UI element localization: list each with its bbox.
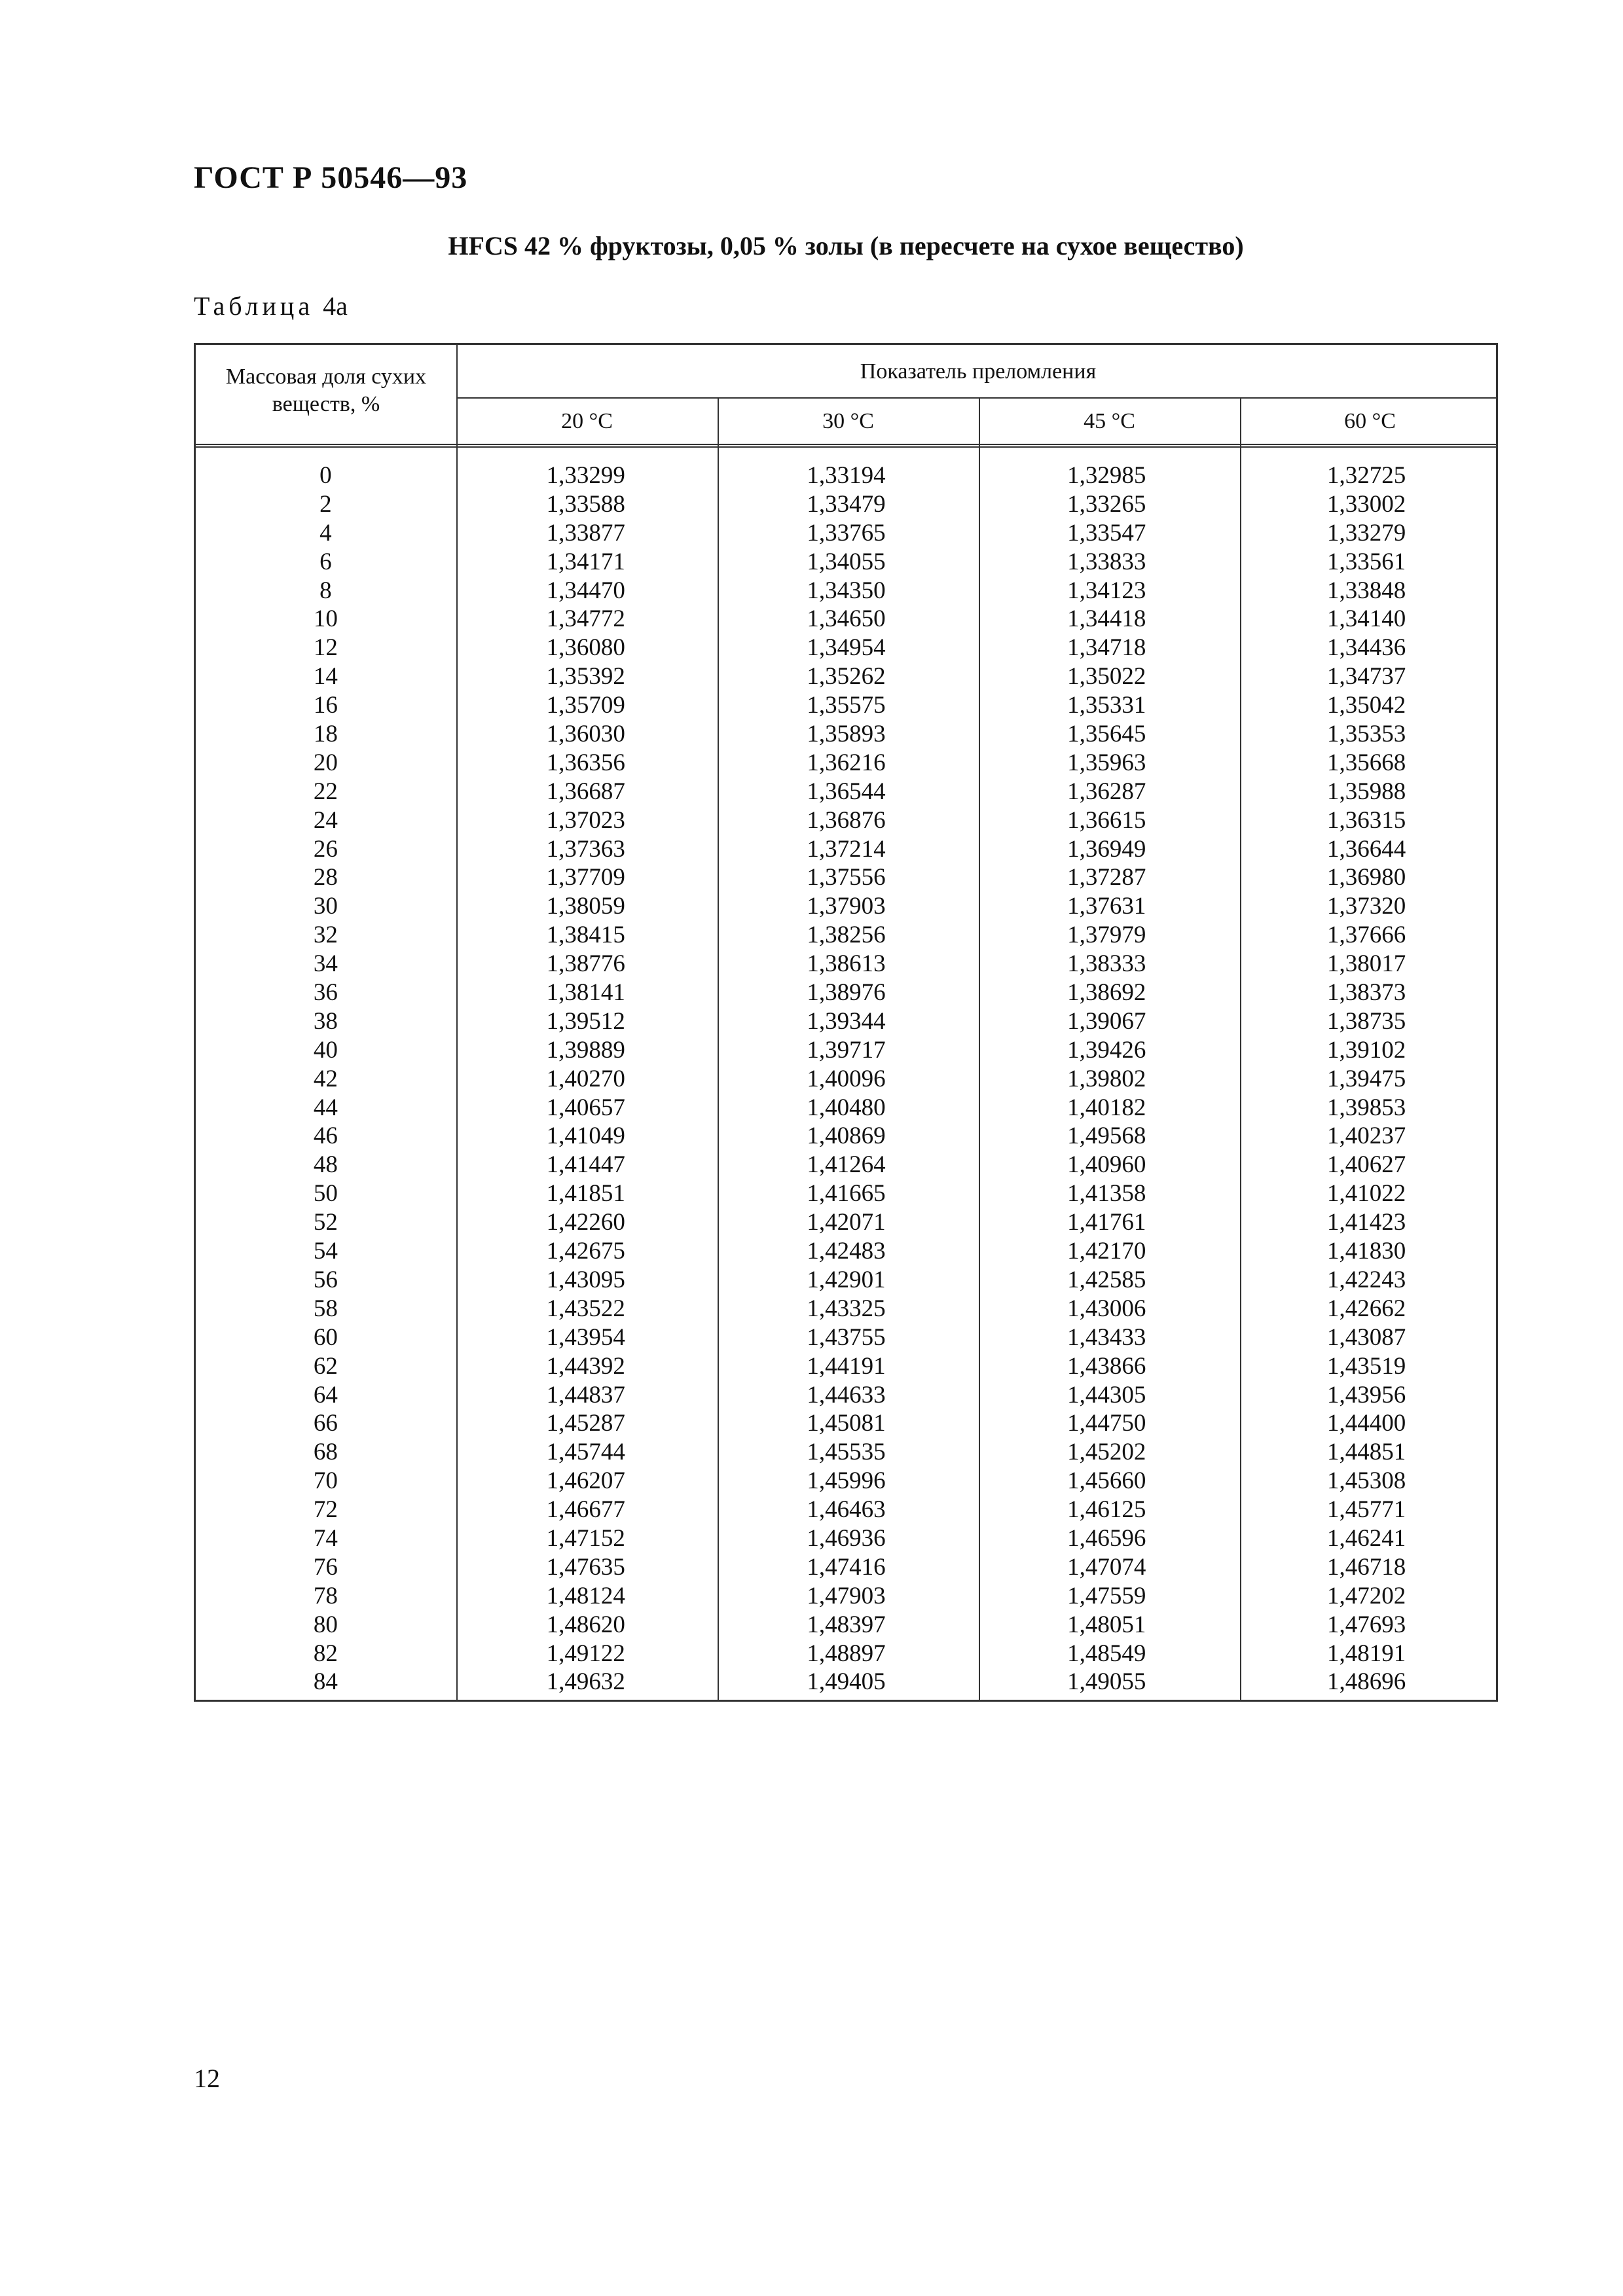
ri-60-cell: 1,46718 xyxy=(1326,1553,1406,1581)
table-row xyxy=(196,806,1496,835)
ri-20-cell: 1,37023 xyxy=(546,806,625,834)
ri-20-cell: 1,45287 xyxy=(546,1410,625,1437)
ri-60-cell: 1,42243 xyxy=(1326,1266,1406,1293)
table-row xyxy=(196,662,1496,691)
mass-fraction-cell: 84 xyxy=(313,1668,338,1696)
ri-30-cell: 1,37556 xyxy=(807,864,886,891)
mass-fraction-cell: 8 xyxy=(319,577,332,604)
ri-45-cell: 1,36615 xyxy=(1067,806,1146,834)
ri-20-cell: 1,49122 xyxy=(546,1640,625,1667)
mass-fraction-cell: 46 xyxy=(313,1122,338,1150)
ri-60-cell: 1,36980 xyxy=(1326,864,1406,891)
table-row xyxy=(196,1467,1496,1496)
ri-45-cell: 1,33547 xyxy=(1067,519,1146,547)
ri-60-cell: 1,39853 xyxy=(1326,1094,1406,1121)
table-row xyxy=(196,1524,1496,1553)
ri-45-cell: 1,34123 xyxy=(1067,577,1146,604)
ri-20-cell: 1,38776 xyxy=(546,950,625,978)
ri-20-cell: 1,35392 xyxy=(546,663,625,691)
mass-fraction-cell: 78 xyxy=(313,1582,338,1609)
ri-45-cell: 1,37979 xyxy=(1067,922,1146,949)
ri-30-cell: 1,43755 xyxy=(807,1323,886,1351)
ri-45-cell: 1,49568 xyxy=(1067,1122,1146,1150)
ri-60-cell: 1,40237 xyxy=(1326,1122,1406,1150)
ri-30-cell: 1,33194 xyxy=(807,462,886,489)
ri-20-cell: 1,38141 xyxy=(546,979,625,1007)
ri-60-cell: 1,35353 xyxy=(1326,721,1406,748)
table-row xyxy=(196,1611,1496,1640)
ri-30-cell: 1,43325 xyxy=(807,1295,886,1322)
table-row xyxy=(196,1640,1496,1668)
ri-20-cell: 1,38415 xyxy=(546,922,625,949)
ri-60-cell: 1,32725 xyxy=(1326,462,1406,489)
ri-60-cell: 1,41830 xyxy=(1326,1238,1406,1265)
ri-60-cell: 1,42662 xyxy=(1326,1295,1406,1322)
ri-20-cell: 1,42675 xyxy=(546,1238,625,1265)
ri-20-cell: 1,37363 xyxy=(546,835,625,863)
ri-45-cell: 1,39802 xyxy=(1067,1065,1146,1092)
ri-45-cell: 1,36287 xyxy=(1067,778,1146,805)
ri-45-cell: 1,34718 xyxy=(1067,634,1146,662)
ri-20-cell: 1,40657 xyxy=(546,1094,625,1121)
mass-fraction-cell: 2 xyxy=(319,490,332,518)
table-row xyxy=(196,1295,1496,1323)
table-row xyxy=(196,1409,1496,1438)
table-row xyxy=(196,892,1496,921)
ri-20-cell: 1,47635 xyxy=(546,1553,625,1581)
ri-30-cell: 1,34055 xyxy=(807,548,886,575)
ri-30-cell: 1,38256 xyxy=(807,922,886,949)
table-row xyxy=(196,634,1496,662)
ri-60-cell: 1,40627 xyxy=(1326,1151,1406,1179)
ri-45-cell: 1,46125 xyxy=(1067,1496,1146,1524)
header-mass-fraction: Массовая доля сухих веществ, % xyxy=(225,365,427,416)
mass-fraction-cell: 26 xyxy=(313,835,338,863)
mass-fraction-cell: 56 xyxy=(313,1266,338,1293)
refractive-index-table xyxy=(194,343,1498,1702)
ri-20-cell: 1,42260 xyxy=(546,1209,625,1236)
ri-45-cell: 1,43006 xyxy=(1067,1295,1146,1322)
ri-45-cell: 1,41761 xyxy=(1067,1209,1146,1236)
ri-60-cell: 1,45308 xyxy=(1326,1467,1406,1495)
mass-fraction-cell: 62 xyxy=(313,1352,338,1380)
table-row xyxy=(196,1438,1496,1467)
header-double-rule xyxy=(196,444,1496,448)
table-row xyxy=(196,691,1496,720)
ri-20-cell: 1,40270 xyxy=(546,1065,625,1092)
mass-fraction-cell: 4 xyxy=(319,519,332,547)
ri-20-cell: 1,36687 xyxy=(546,778,625,805)
ri-30-cell: 1,37903 xyxy=(807,893,886,920)
ri-60-cell: 1,48696 xyxy=(1326,1668,1406,1696)
ri-60-cell: 1,44400 xyxy=(1326,1410,1406,1437)
ri-20-cell: 1,34470 xyxy=(546,577,625,604)
ri-60-cell: 1,34737 xyxy=(1326,663,1406,691)
table-title: HFCS 42 % фруктозы, 0,05 % золы (в пересчете на сухое вещество) xyxy=(448,231,1244,260)
mass-fraction-cell: 18 xyxy=(313,721,338,748)
ri-20-cell: 1,41851 xyxy=(546,1180,625,1208)
ri-20-cell: 1,44837 xyxy=(546,1381,625,1408)
table-row xyxy=(196,978,1496,1007)
ri-45-cell: 1,36949 xyxy=(1067,835,1146,863)
ri-30-cell: 1,48397 xyxy=(807,1611,886,1638)
ri-30-cell: 1,42901 xyxy=(807,1266,886,1293)
ri-30-cell: 1,34350 xyxy=(807,577,886,604)
ri-30-cell: 1,40869 xyxy=(807,1122,886,1150)
ri-45-cell: 1,40960 xyxy=(1067,1151,1146,1179)
ri-45-cell: 1,41358 xyxy=(1067,1180,1146,1208)
ri-45-cell: 1,38333 xyxy=(1067,950,1146,978)
ri-30-cell: 1,36876 xyxy=(807,806,886,834)
table-row xyxy=(196,1208,1496,1237)
ri-20-cell: 1,37709 xyxy=(546,864,625,891)
table-row xyxy=(196,1381,1496,1410)
ri-30-cell: 1,48897 xyxy=(807,1640,886,1667)
ri-60-cell: 1,46241 xyxy=(1326,1524,1406,1552)
document-code: ГОСТ Р 50546—93 xyxy=(194,160,468,195)
ri-20-cell: 1,46207 xyxy=(546,1467,625,1495)
ri-60-cell: 1,35988 xyxy=(1326,778,1406,805)
mass-fraction-cell: 50 xyxy=(313,1180,338,1208)
ri-60-cell: 1,41423 xyxy=(1326,1209,1406,1236)
ri-20-cell: 1,46677 xyxy=(546,1496,625,1524)
mass-fraction-cell: 6 xyxy=(319,548,332,575)
ri-60-cell: 1,35668 xyxy=(1326,749,1406,776)
ri-60-cell: 1,39475 xyxy=(1326,1065,1406,1092)
ri-45-cell: 1,33265 xyxy=(1067,490,1146,518)
ri-30-cell: 1,40096 xyxy=(807,1065,886,1092)
ri-60-cell: 1,41022 xyxy=(1326,1180,1406,1208)
ri-20-cell: 1,35709 xyxy=(546,692,625,719)
mass-fraction-cell: 0 xyxy=(319,462,332,489)
ri-60-cell: 1,33848 xyxy=(1326,577,1406,604)
ri-20-cell: 1,33588 xyxy=(546,490,625,518)
ri-45-cell: 1,38692 xyxy=(1067,979,1146,1007)
ri-30-cell: 1,42483 xyxy=(807,1238,886,1265)
table-row xyxy=(196,548,1496,577)
mass-fraction-cell: 12 xyxy=(313,634,338,662)
mass-fraction-cell: 34 xyxy=(313,950,338,978)
ri-30-cell: 1,34650 xyxy=(807,605,886,633)
ri-30-cell: 1,36544 xyxy=(807,778,886,805)
ri-30-cell: 1,49405 xyxy=(807,1668,886,1696)
table-row xyxy=(196,605,1496,634)
table-label xyxy=(194,291,348,321)
ri-30-cell: 1,35575 xyxy=(807,692,886,719)
ri-45-cell: 1,35022 xyxy=(1067,663,1146,691)
mass-fraction-cell: 52 xyxy=(313,1209,338,1236)
table-row xyxy=(196,1496,1496,1524)
table-row xyxy=(196,490,1496,519)
ri-30-cell: 1,41665 xyxy=(807,1180,886,1208)
mass-fraction-cell: 66 xyxy=(313,1410,338,1437)
mass-fraction-cell: 16 xyxy=(313,692,338,719)
page-number: 12 xyxy=(194,2064,220,2093)
ri-30-cell: 1,38976 xyxy=(807,979,886,1007)
table-body xyxy=(196,461,1496,1696)
mass-fraction-cell: 76 xyxy=(313,1553,338,1581)
table-row xyxy=(196,1122,1496,1151)
table-row xyxy=(196,1323,1496,1352)
ri-60-cell: 1,33279 xyxy=(1326,519,1406,547)
table-row xyxy=(196,519,1496,548)
ri-20-cell: 1,48620 xyxy=(546,1611,625,1638)
ri-45-cell: 1,44305 xyxy=(1067,1381,1146,1408)
mass-fraction-cell: 82 xyxy=(313,1640,338,1667)
table-row xyxy=(196,461,1496,490)
ri-30-cell: 1,34954 xyxy=(807,634,886,662)
ri-60-cell: 1,44851 xyxy=(1326,1439,1406,1466)
ri-45-cell: 1,46596 xyxy=(1067,1524,1146,1552)
ri-45-cell: 1,35645 xyxy=(1067,721,1146,748)
table-row xyxy=(196,1065,1496,1094)
mass-fraction-cell: 68 xyxy=(313,1439,338,1466)
table-row xyxy=(196,1094,1496,1122)
ri-60-cell: 1,33561 xyxy=(1326,548,1406,575)
mass-fraction-cell: 30 xyxy=(313,893,338,920)
table-row xyxy=(196,835,1496,864)
ri-30-cell: 1,47416 xyxy=(807,1553,886,1581)
ri-60-cell: 1,35042 xyxy=(1326,692,1406,719)
mass-fraction-cell: 44 xyxy=(313,1094,338,1121)
table-row xyxy=(196,1668,1496,1696)
ri-30-cell: 1,46936 xyxy=(807,1524,886,1552)
ri-60-cell: 1,34140 xyxy=(1326,605,1406,633)
mass-fraction-cell: 74 xyxy=(313,1524,338,1552)
ri-60-cell: 1,38017 xyxy=(1326,950,1406,978)
ri-45-cell: 1,43433 xyxy=(1067,1323,1146,1351)
ri-45-cell: 1,37287 xyxy=(1067,864,1146,891)
ri-20-cell: 1,41049 xyxy=(546,1122,625,1150)
ri-45-cell: 1,34418 xyxy=(1067,605,1146,633)
ri-20-cell: 1,33299 xyxy=(546,462,625,489)
table-row xyxy=(196,950,1496,978)
ri-60-cell: 1,47693 xyxy=(1326,1611,1406,1638)
table-row xyxy=(196,1151,1496,1179)
table-row xyxy=(196,1352,1496,1381)
ri-20-cell: 1,43095 xyxy=(546,1266,625,1293)
ri-20-cell: 1,43954 xyxy=(546,1323,625,1351)
ri-45-cell: 1,32985 xyxy=(1067,462,1146,489)
ri-60-cell: 1,38735 xyxy=(1326,1007,1406,1035)
table-row xyxy=(196,720,1496,749)
ri-30-cell: 1,45535 xyxy=(807,1439,886,1466)
ri-60-cell: 1,48191 xyxy=(1326,1640,1406,1667)
ri-30-cell: 1,41264 xyxy=(807,1151,886,1179)
ri-45-cell: 1,39067 xyxy=(1067,1007,1146,1035)
mass-fraction-cell: 48 xyxy=(313,1151,338,1179)
table-row xyxy=(196,749,1496,778)
ri-30-cell: 1,35262 xyxy=(807,663,886,691)
ri-60-cell: 1,34436 xyxy=(1326,634,1406,662)
ri-20-cell: 1,39889 xyxy=(546,1036,625,1064)
ri-45-cell: 1,44750 xyxy=(1067,1410,1146,1437)
table-row xyxy=(196,1007,1496,1036)
ri-45-cell: 1,45202 xyxy=(1067,1439,1146,1466)
ri-30-cell: 1,36216 xyxy=(807,749,886,776)
ri-30-cell: 1,37214 xyxy=(807,835,886,863)
ri-20-cell: 1,39512 xyxy=(546,1007,625,1035)
ri-30-cell: 1,47903 xyxy=(807,1582,886,1609)
table-row xyxy=(196,1553,1496,1582)
ri-60-cell: 1,37666 xyxy=(1326,922,1406,949)
ri-20-cell: 1,36080 xyxy=(546,634,625,662)
ri-45-cell: 1,33833 xyxy=(1067,548,1146,575)
ri-20-cell: 1,34171 xyxy=(546,548,625,575)
ri-30-cell: 1,33479 xyxy=(807,490,886,518)
mass-fraction-cell: 38 xyxy=(313,1007,338,1035)
ri-60-cell: 1,43087 xyxy=(1326,1323,1406,1351)
ri-60-cell: 1,39102 xyxy=(1326,1036,1406,1064)
ri-20-cell: 1,36030 xyxy=(546,721,625,748)
ri-30-cell: 1,39717 xyxy=(807,1036,886,1064)
mass-fraction-cell: 32 xyxy=(313,922,338,949)
table-row xyxy=(196,577,1496,605)
ri-20-cell: 1,41447 xyxy=(546,1151,625,1179)
ri-45-cell: 1,45660 xyxy=(1067,1467,1146,1495)
ri-30-cell: 1,40480 xyxy=(807,1094,886,1121)
ri-30-cell: 1,45081 xyxy=(807,1410,886,1437)
ri-60-cell: 1,37320 xyxy=(1326,893,1406,920)
table-row xyxy=(196,863,1496,892)
ri-45-cell: 1,47074 xyxy=(1067,1553,1146,1581)
ri-30-cell: 1,33765 xyxy=(807,519,886,547)
ri-60-cell: 1,36315 xyxy=(1326,806,1406,834)
ri-20-cell: 1,38059 xyxy=(546,893,625,920)
header-temp-45: 45 °С xyxy=(1084,409,1135,433)
ri-30-cell: 1,44633 xyxy=(807,1381,886,1408)
ri-60-cell: 1,38373 xyxy=(1326,979,1406,1007)
ri-45-cell: 1,43866 xyxy=(1067,1352,1146,1380)
table-label-word: Таблица xyxy=(194,291,314,321)
ri-45-cell: 1,37631 xyxy=(1067,893,1146,920)
ri-45-cell: 1,40182 xyxy=(1067,1094,1146,1121)
ri-30-cell: 1,38613 xyxy=(807,950,886,978)
ri-30-cell: 1,42071 xyxy=(807,1209,886,1236)
ri-20-cell: 1,47152 xyxy=(546,1524,625,1552)
table-row xyxy=(196,1582,1496,1611)
header-temp-60: 60 °С xyxy=(1344,409,1396,433)
table-row xyxy=(196,921,1496,950)
mass-fraction-cell: 54 xyxy=(313,1238,338,1265)
ri-20-cell: 1,33877 xyxy=(546,519,625,547)
mass-fraction-cell: 36 xyxy=(313,979,338,1007)
mass-fraction-cell: 22 xyxy=(313,778,338,805)
mass-fraction-cell: 28 xyxy=(313,864,338,891)
ri-60-cell: 1,33002 xyxy=(1326,490,1406,518)
ri-20-cell: 1,43522 xyxy=(546,1295,625,1322)
mass-fraction-cell: 10 xyxy=(313,605,338,633)
ri-45-cell: 1,47559 xyxy=(1067,1582,1146,1609)
header-temp-30: 30 °С xyxy=(822,409,874,433)
ri-45-cell: 1,42585 xyxy=(1067,1266,1146,1293)
mass-fraction-cell: 58 xyxy=(313,1295,338,1322)
mass-fraction-cell: 42 xyxy=(313,1065,338,1092)
table-row xyxy=(196,778,1496,806)
mass-fraction-cell: 64 xyxy=(313,1381,338,1408)
ri-30-cell: 1,35893 xyxy=(807,721,886,748)
table-row xyxy=(196,1036,1496,1065)
ri-20-cell: 1,49632 xyxy=(546,1668,625,1696)
mass-fraction-cell: 14 xyxy=(313,663,338,691)
ri-45-cell: 1,35331 xyxy=(1067,692,1146,719)
mass-fraction-cell: 40 xyxy=(313,1036,338,1064)
ri-20-cell: 1,34772 xyxy=(546,605,625,633)
ri-45-cell: 1,39426 xyxy=(1067,1036,1146,1064)
header-divider xyxy=(456,397,1496,399)
ri-60-cell: 1,45771 xyxy=(1326,1496,1406,1524)
ri-45-cell: 1,48051 xyxy=(1067,1611,1146,1638)
mass-fraction-cell: 70 xyxy=(313,1467,338,1495)
ri-45-cell: 1,35963 xyxy=(1067,749,1146,776)
table-row xyxy=(196,1179,1496,1208)
ri-60-cell: 1,43519 xyxy=(1326,1352,1406,1380)
header-refractive-index: Показатель преломления xyxy=(860,359,1097,384)
mass-fraction-cell: 60 xyxy=(313,1323,338,1351)
header-temp-20: 20 °С xyxy=(561,409,613,433)
ri-20-cell: 1,45744 xyxy=(546,1439,625,1466)
table-row xyxy=(196,1237,1496,1266)
ri-30-cell: 1,39344 xyxy=(807,1007,886,1035)
ri-30-cell: 1,46463 xyxy=(807,1496,886,1524)
table-row xyxy=(196,1266,1496,1295)
ri-45-cell: 1,48549 xyxy=(1067,1640,1146,1667)
ri-45-cell: 1,49055 xyxy=(1067,1668,1146,1696)
mass-fraction-cell: 24 xyxy=(313,806,338,834)
ri-20-cell: 1,44392 xyxy=(546,1352,625,1380)
ri-30-cell: 1,44191 xyxy=(807,1352,886,1380)
ri-30-cell: 1,45996 xyxy=(807,1467,886,1495)
ri-20-cell: 1,48124 xyxy=(546,1582,625,1609)
ri-45-cell: 1,42170 xyxy=(1067,1238,1146,1265)
mass-fraction-cell: 80 xyxy=(313,1611,338,1638)
mass-fraction-cell: 20 xyxy=(313,749,338,776)
ri-60-cell: 1,36644 xyxy=(1326,835,1406,863)
ri-20-cell: 1,36356 xyxy=(546,749,625,776)
ri-60-cell: 1,47202 xyxy=(1326,1582,1406,1609)
ri-60-cell: 1,43956 xyxy=(1326,1381,1406,1408)
mass-fraction-cell: 72 xyxy=(313,1496,338,1524)
table-label-number: 4а xyxy=(323,291,348,321)
